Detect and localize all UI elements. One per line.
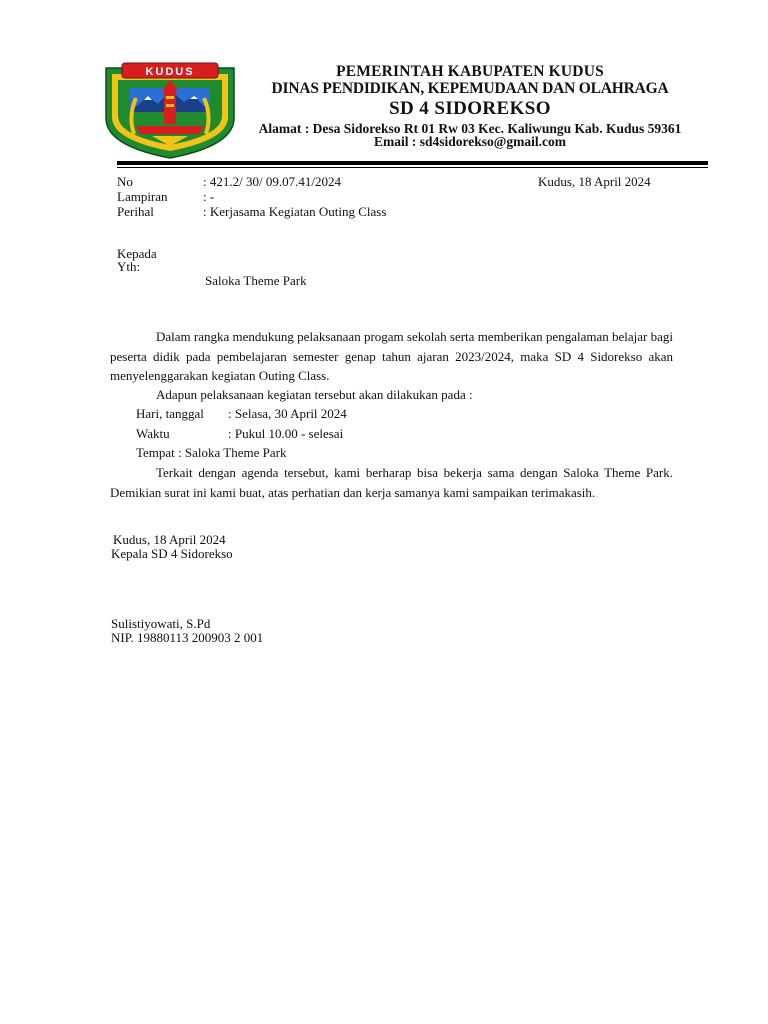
letter-date: Kudus, 18 April 2024 (538, 174, 651, 189)
government-name: PEMERINTAH KABUPATEN KUDUS (336, 63, 604, 80)
department-name: DINAS PENDIDIKAN, KEPEMUDAAN DAN OLAHRAGA (271, 80, 669, 97)
signatory-name: Sulistiyowati, S.Pd (111, 616, 211, 631)
recipient-name: Saloka Theme Park (205, 273, 307, 288)
letterhead-divider-thin (117, 167, 708, 168)
body-paragraph-1: Dalam rangka mendukung pelaksanaan progam sekolah serta memberikan pengalaman belajar bagi peserta didik pada pembelajaran semester genap tahun ajaran 2023/2024, maka SD 4 Sidorekso akan menyelenggarakan kegiatan Outing Class. (110, 329, 673, 383)
day-date-label: Hari, tanggal (136, 406, 204, 421)
kudus-regency-logo (100, 60, 240, 160)
number-label: No (117, 174, 133, 189)
school-address: Alamat : Desa Sidorekso Rt 01 Rw 03 Kec. Kaliwungu Kab. Kudus 59361 (258, 121, 682, 136)
signature-place-date: Kudus, 18 April 2024 (113, 532, 226, 547)
attachment-label: Lampiran (117, 189, 168, 204)
recipient-yth: Yth: (117, 259, 141, 274)
number-value: : 421.2/ 30/ 09.07.41/2024 (203, 174, 341, 189)
time-value: : Pukul 10.00 - selesai (228, 426, 344, 441)
venue-line: Tempat : Saloka Theme Park (136, 445, 287, 460)
time-label: Waktu (136, 426, 170, 441)
day-date-value: : Selasa, 30 April 2024 (228, 406, 347, 421)
subject-label: Perihal (117, 204, 154, 219)
school-email: Email : sd4sidorekso@gmail.com (374, 134, 566, 149)
letterhead-divider-thick (117, 161, 708, 165)
body-paragraph-3: Terkait dengan agenda tersebut, kami berharap bisa bekerja sama dengan Saloka Theme Park. Demikian surat ini kami buat, atas perhatian dan kerja samanya kami sampaikan terimakasih. (110, 465, 673, 500)
signatory-nip: NIP. 19880113 200903 2 001 (111, 630, 264, 645)
body-paragraph-2: Adapun pelaksanaan kegiatan tersebut akan dilakukan pada : (156, 387, 473, 402)
signature-position: Kepala SD 4 Sidorekso (111, 546, 233, 561)
recipient-kepada: Kepada (117, 246, 157, 261)
logo-banner-text: KUDUS (145, 66, 195, 78)
school-name: SD 4 SIDOREKSO (389, 98, 551, 119)
attachment-value: : - (203, 189, 215, 204)
subject-value: : Kerjasama Kegiatan Outing Class (203, 204, 387, 219)
